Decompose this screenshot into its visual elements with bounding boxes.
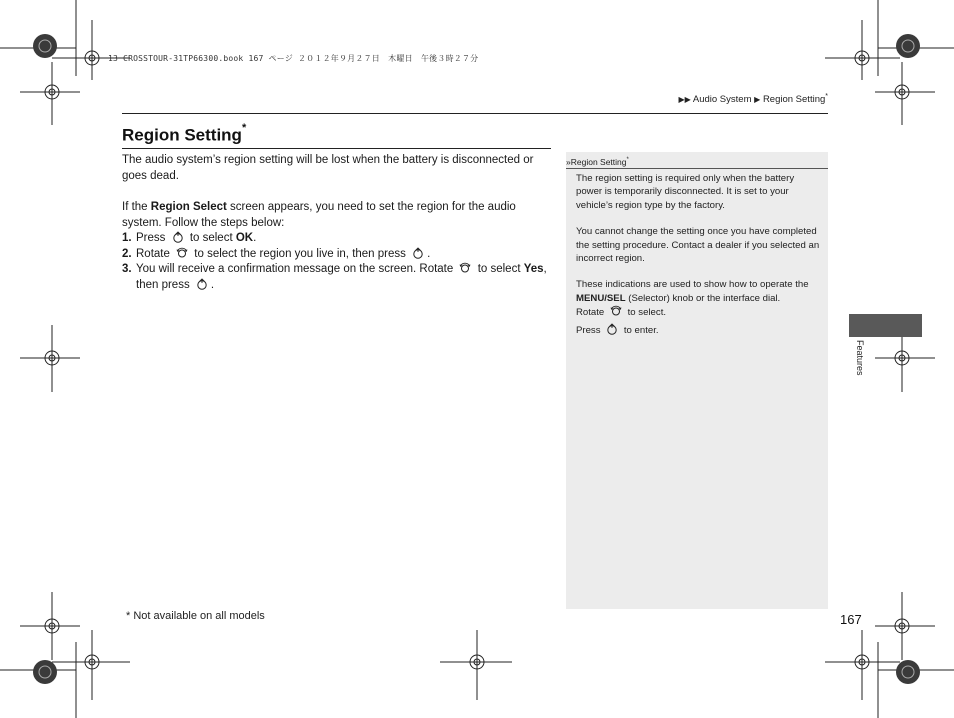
step-3: [122, 262, 554, 293]
step-text-part: Rotate: [136, 247, 170, 260]
press-knob-icon: [196, 278, 208, 290]
step-text: [136, 262, 554, 293]
sidebar-text-part: Press: [576, 324, 601, 336]
header-rule: [122, 113, 828, 114]
press-knob-icon: [172, 231, 184, 243]
region-select-label: Region Select: [150, 201, 227, 213]
step-1: [122, 231, 554, 247]
rotate-knob-icon: [610, 305, 622, 317]
sidebar-paragraph-2: You cannot change the setting once you have completed the setting procedure. Contact a dealer if you selected an incorrect region.: [576, 226, 820, 265]
main-body: [122, 153, 554, 293]
step-text-part: ,: [543, 263, 547, 275]
page-title: [122, 122, 247, 146]
page-title-text: Region Setting: [122, 125, 242, 145]
sidebar-text-part: Rotate: [576, 307, 605, 319]
sidebar-paragraph-3: [576, 278, 821, 305]
press-knob-icon: [606, 323, 618, 335]
instructions-paragraph: [122, 200, 554, 231]
sidebar-text-part: These indications are used to show how to operate the: [576, 279, 809, 291]
breadcrumb-page: Region Setting: [762, 94, 826, 106]
step-text-part: .: [253, 232, 257, 244]
press-knob-icon: [412, 247, 424, 259]
step-text-part: .: [427, 247, 431, 260]
title-rule: [122, 148, 551, 149]
if-suffix: screen appears, you need to set the region for the audio system. Follow the steps below:: [122, 201, 516, 229]
print-header: 13 CROSSTOUR-31TP66300.book 167 ページ ２０１２年９月２７日 木曜日 午後３時２７分: [108, 54, 479, 63]
rotate-knob-icon: [459, 262, 471, 274]
ok-label: OK: [235, 232, 254, 244]
step-text-part: Press: [136, 232, 166, 244]
yes-label: Yes: [523, 263, 544, 275]
section-tab[interactable]: [849, 314, 922, 337]
step-text-part: then press: [136, 278, 190, 291]
step-text-part: to select the region you live in, then press: [194, 247, 406, 260]
breadcrumb-arrows: ▶▶: [678, 95, 691, 105]
step-text-part: You will receive a confirmation message on the screen. Rotate: [136, 263, 454, 275]
intro-paragraph: The audio system’s region setting will be lost when the battery is disconnected or goes dead.: [122, 154, 534, 182]
sidebar-text-part: to enter.: [623, 324, 659, 336]
step-2: [122, 247, 554, 263]
step-text-part: .: [210, 278, 215, 291]
breadcrumb: [678, 93, 828, 105]
sidebar-rotate-line: [576, 305, 821, 319]
breadcrumb-section[interactable]: Audio System: [692, 94, 752, 106]
sidebar-paragraph-1: The region setting is required only when the battery power is temporarily disconnected. It is set to your vehicle’s region type by the factory.: [576, 173, 795, 211]
sidebar-text-part: to select.: [627, 307, 667, 319]
if-prefix: If the: [122, 201, 151, 213]
section-tab-label: Features: [855, 340, 865, 376]
rotate-knob-icon: [176, 247, 188, 259]
sidebar-heading-star: *: [626, 157, 629, 163]
page-title-star: *: [241, 122, 247, 134]
sidebar-body: [576, 172, 821, 337]
step-text-part: to select: [477, 263, 521, 275]
step-text: [136, 231, 554, 247]
sidebar-text-part: (Selector) knob or the interface dial.: [625, 292, 781, 304]
step-number: 2.: [122, 247, 132, 260]
breadcrumb-star: *: [825, 93, 828, 100]
step-text-part: to select: [189, 232, 233, 244]
page-number: 167: [840, 612, 862, 627]
footnote: * Not available on all models: [126, 610, 265, 622]
sidebar-heading: [566, 152, 828, 169]
sidebar-heading-text: Region Setting: [570, 156, 627, 167]
step-number: 1.: [122, 232, 132, 244]
step-text: [136, 247, 554, 263]
sidebar-heading-mark: »: [566, 156, 571, 167]
step-number: 3.: [122, 263, 132, 275]
sidebar-note: [566, 152, 828, 609]
menu-sel-label: MENU/SEL: [576, 292, 626, 304]
breadcrumb-separator: ▶: [754, 95, 761, 105]
sidebar-press-line: [576, 323, 821, 337]
